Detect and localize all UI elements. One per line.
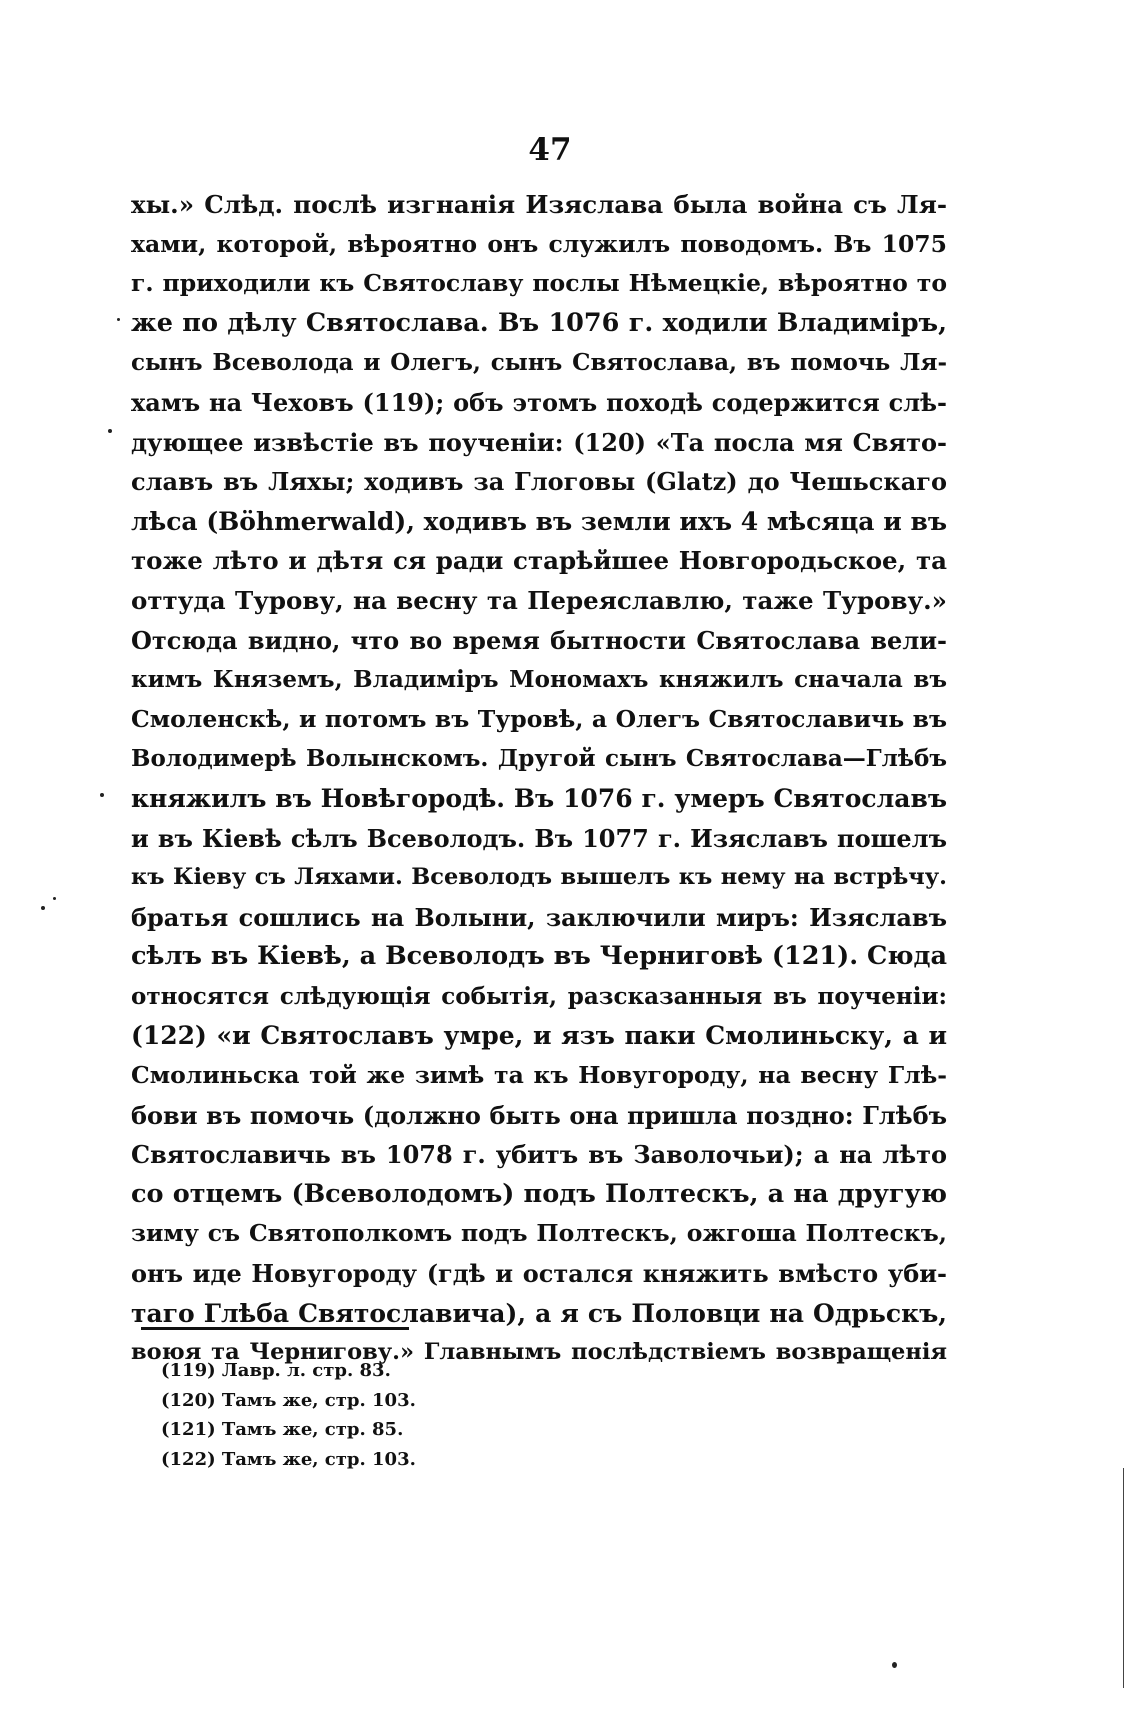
scan-speck: [892, 1662, 897, 1668]
text-line: Смоленскѣ, и потомъ въ Туровѣ, а Олегъ Святославичь въ: [131, 704, 947, 733]
scan-speck: [100, 793, 104, 797]
text-line: Володимерѣ Волынскомъ. Другой сынъ Святослава—Глѣбъ: [131, 745, 947, 773]
footnote: (122) Тамъ же, стр. 103.: [161, 1448, 416, 1470]
text-line: славъ въ Ляхы; ходивъ за Глоговы (Glatz) до Чешьскаго: [131, 467, 947, 497]
text-line: (122) «и Святославъ умре, и язъ паки Смолиньску, а и: [131, 1021, 947, 1051]
text-line: и въ Кіевѣ сѣлъ Всеволодъ. Въ 1077 г. Изяславъ пошелъ: [131, 823, 947, 853]
text-line: Святославичь въ 1078 г. убитъ въ Заволочьи); а на лѣто: [131, 1140, 947, 1170]
text-line: г. приходили къ Святославу послы Нѣмецкіе, вѣроятно то: [131, 269, 947, 298]
text-line: тоже лѣто и дѣтя ся ради старѣйшее Новгородьское, та: [131, 546, 947, 576]
footnote: (120) Тамъ же, стр. 103.: [161, 1389, 416, 1411]
main-text: [131, 185, 947, 1373]
text-line: хы.» Слѣд. послѣ изгнанія Изяслава была война съ Ля-: [131, 190, 947, 219]
scan-speck: [108, 429, 112, 433]
text-line: сынъ Всеволода и Олегъ, сынъ Святослава, въ помочь Ля-: [131, 349, 947, 377]
text-line: братья сошлись на Волыни, заключили миръ: Изяславъ: [131, 902, 947, 932]
scan-speck: [117, 318, 120, 321]
text-line: зиму съ Святополкомъ подъ Полтескъ, ожгоша Полтескъ,: [131, 1219, 947, 1248]
text-line: кимъ Княземъ, Владиміръ Мономахъ княжилъ сначала въ: [131, 666, 947, 694]
footnote: (121) Тамъ же, стр. 85.: [161, 1419, 404, 1440]
footnote: (119) Лавр. л. стр. 83.: [161, 1360, 391, 1381]
footnote-rule: [141, 1327, 409, 1330]
footnotes: [161, 1356, 416, 1474]
text-line: таго Глѣба Святославича), а я съ Половци на Одрьскъ,: [131, 1298, 947, 1328]
text-line: со отцемъ (Всеволодомъ) подъ Полтескъ, а на другую: [131, 1178, 947, 1209]
scan-speck: [41, 906, 45, 910]
text-line: же по дѣлу Святослава. Въ 1076 г. ходили Владиміръ,: [131, 307, 947, 338]
text-line: дующее извѣстіе въ поученіи: (120) «Та посла мя Свято-: [131, 427, 947, 457]
text-line: сѣлъ въ Кіевѣ, а Всеволодъ въ Черниговѣ (121). Сюда: [131, 941, 947, 972]
text-line: лѣса (Böhmerwald), ходивъ въ земли ихъ 4 мѣсяца и въ: [131, 506, 947, 536]
text-line: хами, которой, вѣроятно онъ служилъ поводомъ. Въ 1075: [131, 229, 947, 258]
text-line: воюя та Чернигову.» Главнымъ послѣдствіемъ возвращенія: [131, 1339, 947, 1366]
text-line: княжилъ въ Новѣгородѣ. Въ 1076 г. умеръ Святославъ: [131, 783, 947, 813]
text-line: къ Кіеву съ Ляхами. Всеволодъ вышелъ къ нему на встрѣчу.: [131, 864, 947, 891]
text-line: оттуда Турову, на весну та Переяславлю, таже Турову.»: [131, 585, 947, 615]
text-line: Смолиньска той же зимѣ та къ Новугороду, на весну Глѣ-: [131, 1061, 947, 1090]
page-number: 47: [528, 132, 572, 168]
text-line: хамъ на Чеховъ (119); объ этомъ походѣ содержится слѣ-: [131, 387, 947, 417]
scan-edge-line: [1123, 1468, 1124, 1688]
text-line: онъ иде Новугороду (гдѣ и остался княжить вмѣсто уби-: [131, 1259, 947, 1289]
scan-speck: [53, 897, 56, 900]
text-line: Отсюда видно, что во время бытности Святослава вели-: [131, 625, 947, 655]
text-line: бови въ помочь (должно быть она пришла поздно: Глѣбъ: [131, 1100, 947, 1130]
text-line: относятся слѣдующія событія, разсказанныя въ поученіи:: [131, 982, 947, 1010]
